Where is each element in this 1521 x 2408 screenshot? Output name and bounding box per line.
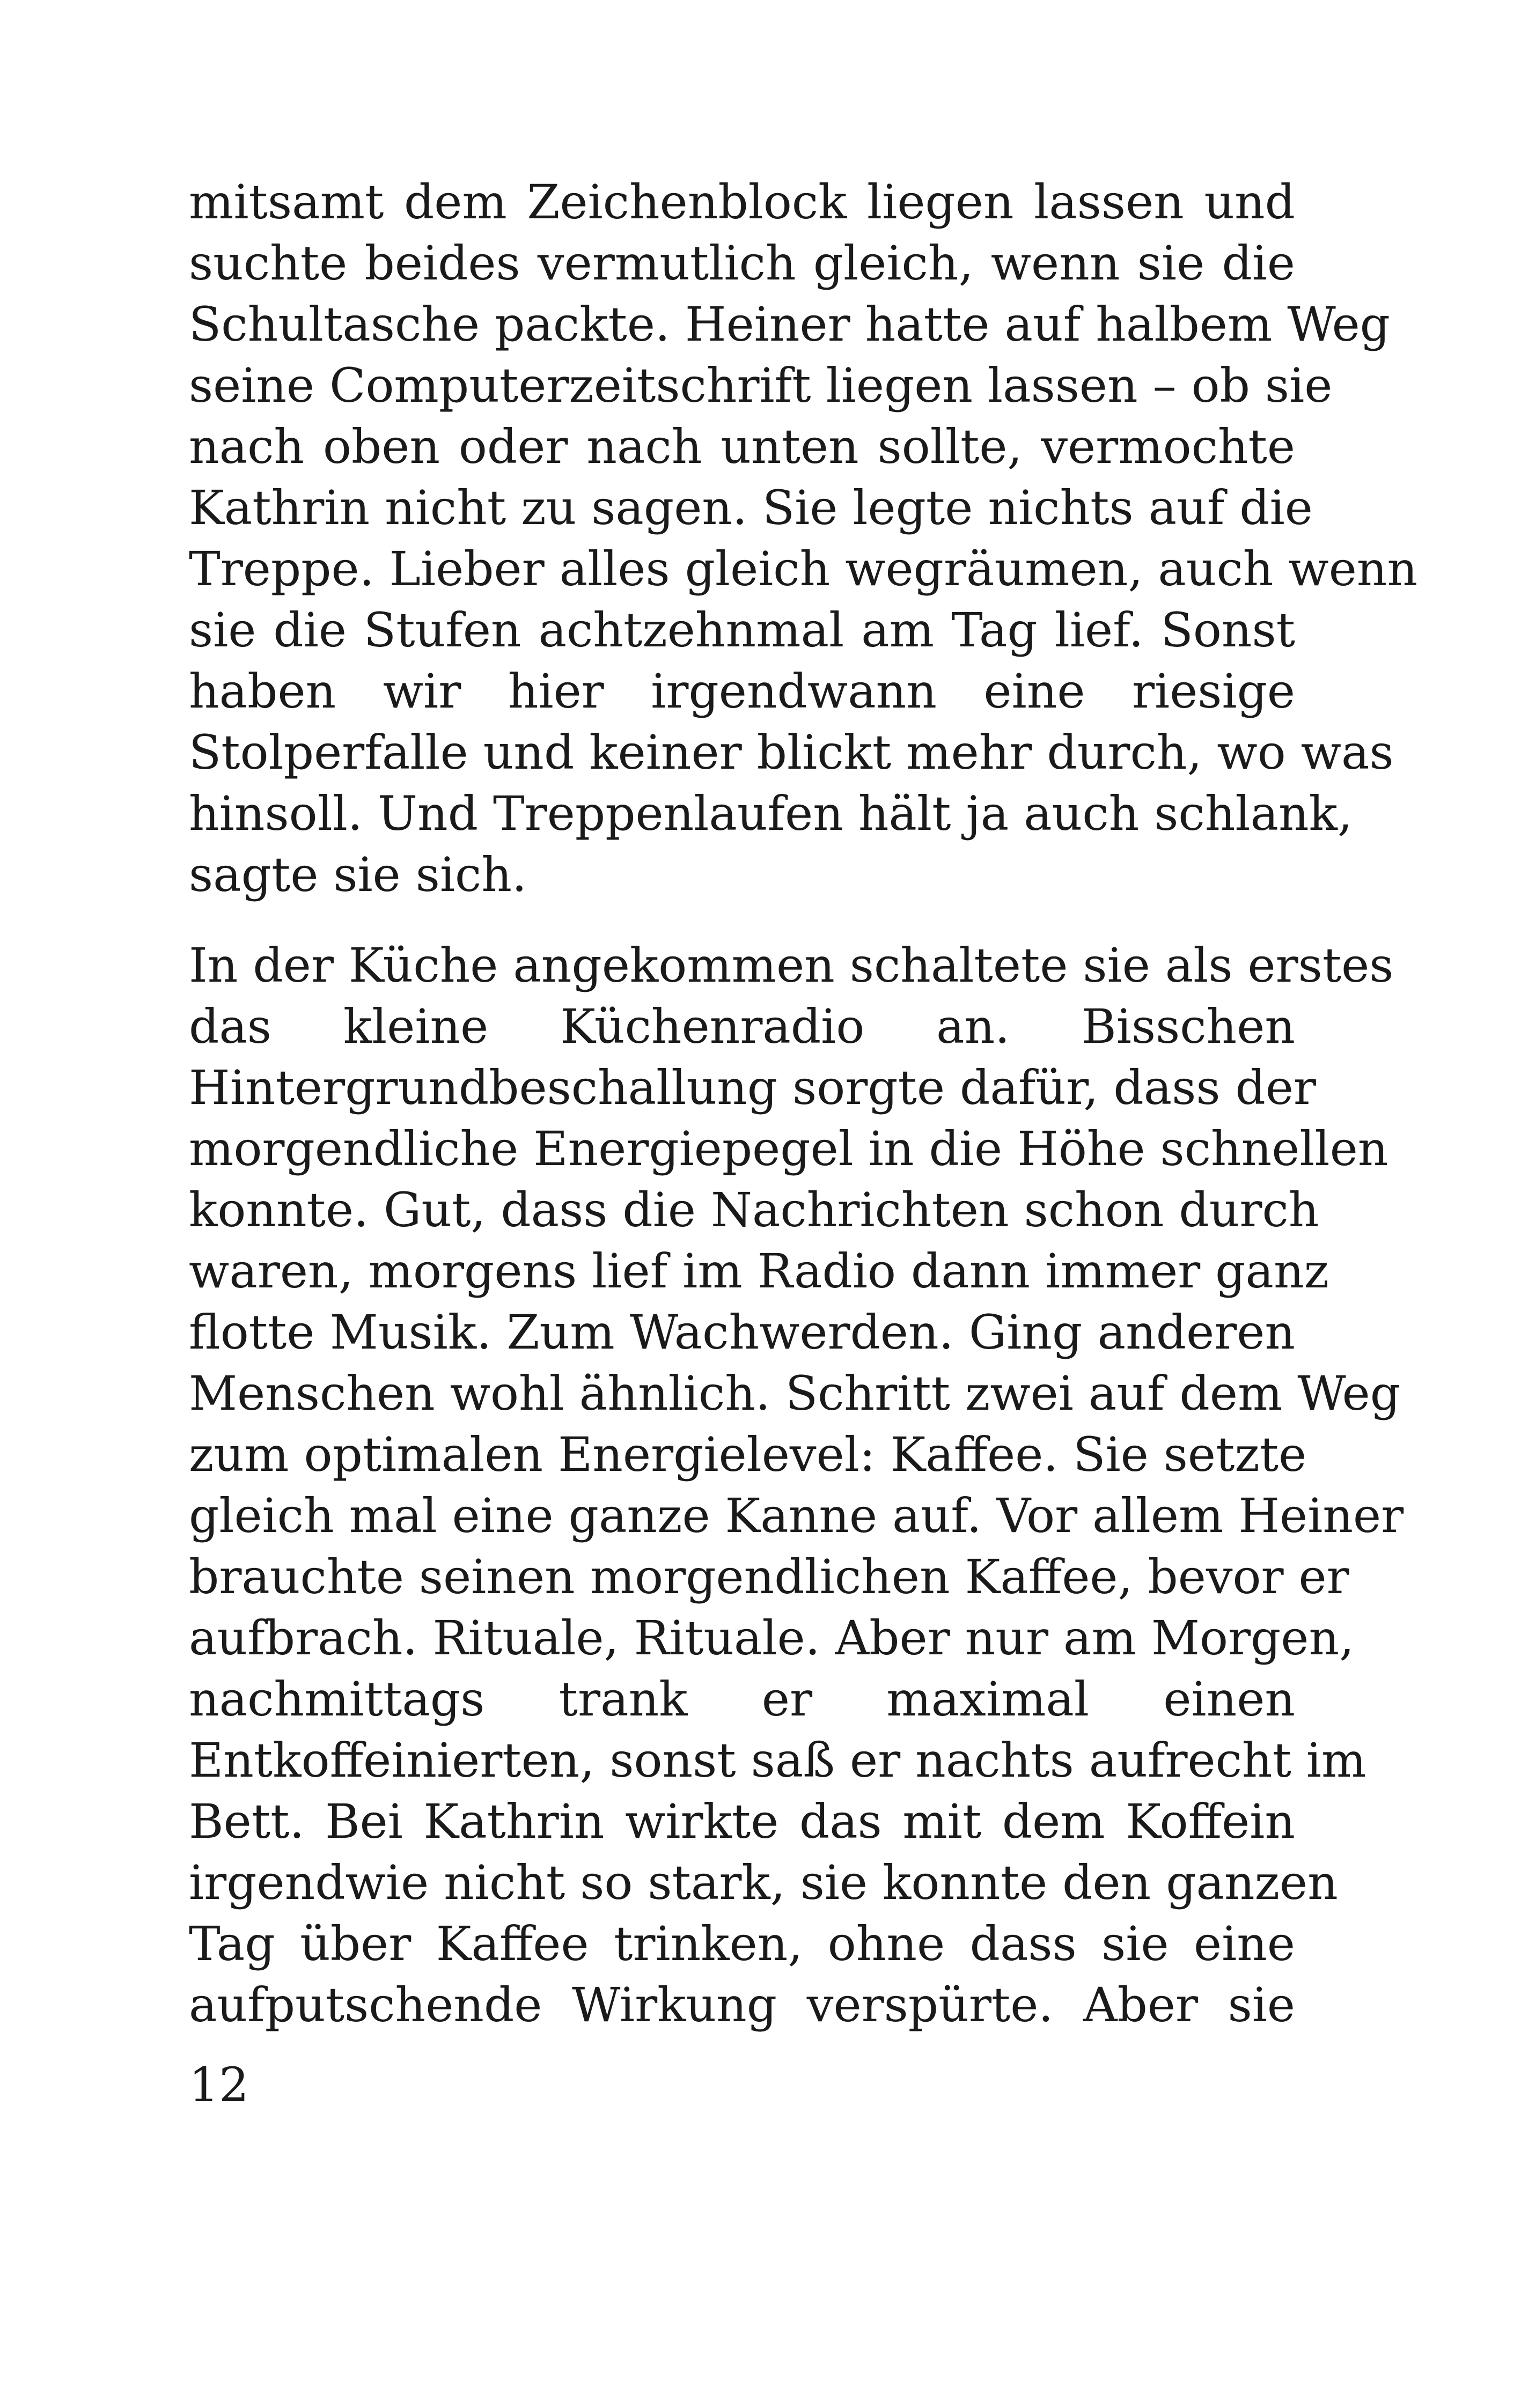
text-line: suchte beides vermutlich gleich, wenn sie die: [189, 235, 1295, 291]
text-line: aufbrach. Rituale, Rituale. Aber nur am Morgen,: [189, 1610, 1355, 1666]
text-line: Hintergrundbeschallung sorgte dafür, dass der: [189, 1060, 1316, 1115]
text-line: waren, morgens lief im Radio dann immer ganz: [189, 1243, 1329, 1299]
text-line: nachmittags trank er maximal einen: [189, 1671, 1295, 1727]
text-line: mitsamt dem Zeichenblock liegen lassen und: [189, 174, 1295, 230]
text-line: brauchte seinen morgendlichen Kaffee, bevor er: [189, 1549, 1349, 1604]
text-line: nach oben oder nach unten sollte, vermochte: [189, 419, 1295, 474]
text-line: Bett. Bei Kathrin wirkte das mit dem Koffein: [189, 1794, 1295, 1849]
text-line: aufputschende Wirkung verspürte. Aber sie: [189, 1977, 1295, 2033]
text-line: sie die Stufen achtzehnmal am Tag lief. Sonst: [189, 602, 1295, 658]
text-line: das kleine Küchenradio an. Bisschen: [189, 999, 1295, 1054]
text-line: Schultasche packte. Heiner hatte auf halbem Weg: [189, 297, 1391, 352]
paragraph-1: [189, 172, 1418, 905]
text-line: Tag über Kaffee trinken, ohne dass sie eine: [189, 1916, 1295, 1971]
text-line: morgendliche Energiepegel in die Höhe schnellen: [189, 1121, 1388, 1176]
body-text: [189, 172, 1418, 2036]
paragraph-2: [189, 935, 1404, 2036]
page-number: 12: [189, 2057, 249, 2112]
text-line: gleich mal eine ganze Kanne auf. Vor allem Heiner: [189, 1488, 1404, 1543]
text-line: seine Computerzeitschrift liegen lassen – ob sie: [189, 358, 1333, 413]
text-line: In der Küche angekommen schaltete sie als erstes: [189, 938, 1394, 993]
text-line: Menschen wohl ähnlich. Schritt zwei auf dem Weg: [189, 1366, 1401, 1421]
text-line: Stolperfalle und keiner blickt mehr durch, wo was: [189, 725, 1394, 780]
text-line: konnte. Gut, dass die Nachrichten schon durch: [189, 1182, 1319, 1238]
text-line: Entkoffeinierten, sonst saß er nachts aufrecht im: [189, 1733, 1366, 1788]
text-line: sagte sie sich.: [189, 847, 527, 902]
text-line: hinsoll. Und Treppenlaufen hält ja auch schlank,: [189, 786, 1353, 841]
text-line: Kathrin nicht zu sagen. Sie legte nichts auf die: [189, 480, 1313, 535]
text-line: flotte Musik. Zum Wachwerden. Ging anderen: [189, 1305, 1295, 1360]
text-line: haben wir hier irgendwann eine riesige: [189, 664, 1295, 719]
text-line: Treppe. Lieber alles gleich wegräumen, auch wenn: [189, 541, 1418, 597]
text-line: zum optimalen Energielevel: Kaffee. Sie setzte: [189, 1427, 1307, 1482]
text-line: irgendwie nicht so stark, sie konnte den ganzen: [189, 1855, 1338, 1910]
